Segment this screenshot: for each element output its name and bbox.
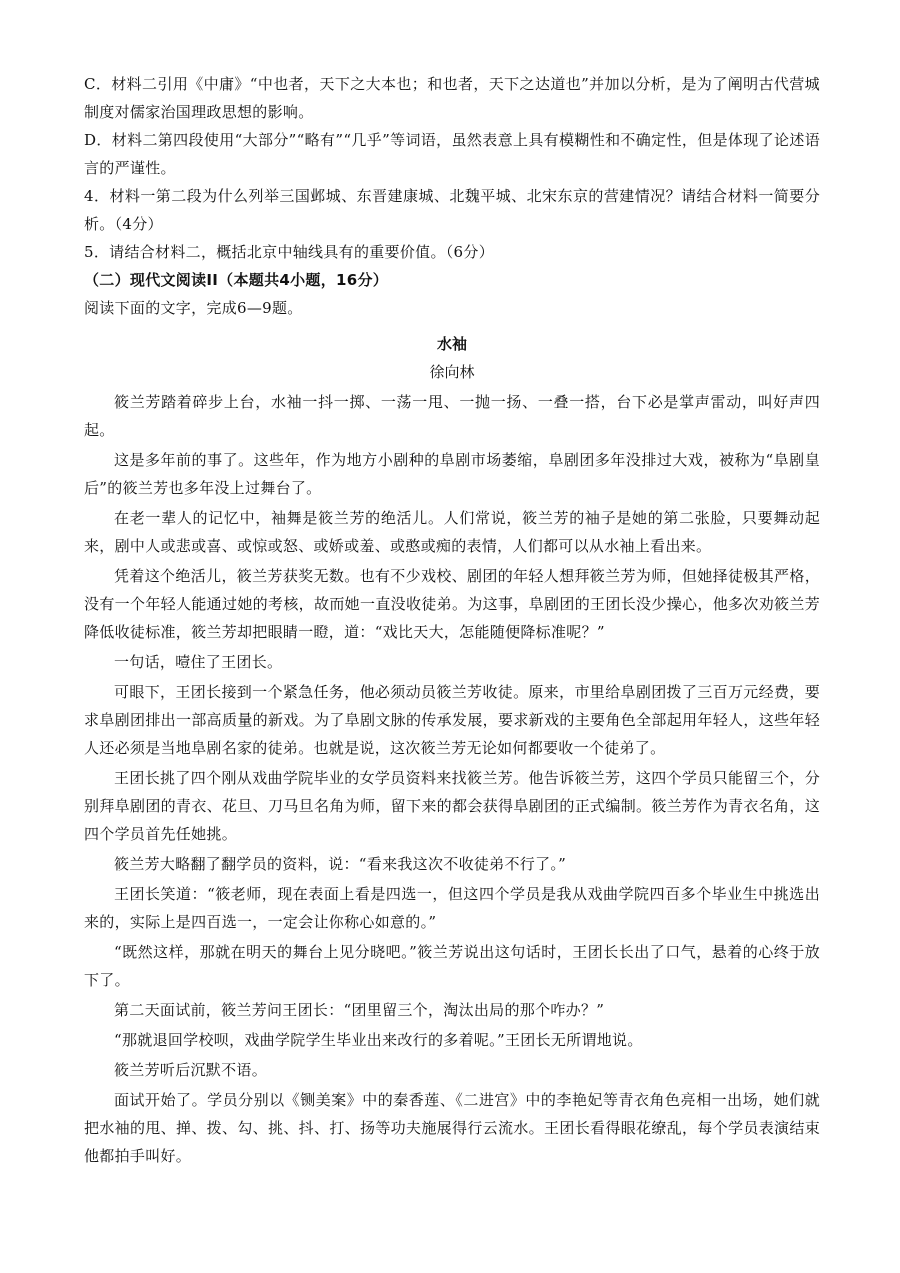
story-paragraph: 筱兰芳大略翻了翻学员的资料，说：“看来我这次不收徒弟不行了。” <box>114 855 567 873</box>
story-author: 徐向林 <box>429 363 475 381</box>
option-c: C．材料二引用《中庸》“中也者，天下之大本也；和也者，天下之达道也”并加以分析，是为了阐明古代营城制度对儒家治国理政思想的影响。 <box>84 75 820 121</box>
story-paragraph: 王团长笑道：“筱老师，现在表面上看是四选一，但这四个学员是我从戏曲学院四百多个毕业生中挑选出来的，实际上是四百选一，一定会让你称心如意的。” <box>84 885 820 931</box>
story-paragraph: 王团长挑了四个刚从戏曲学院毕业的女学员资料来找筱兰芳。他告诉筱兰芳，这四个学员只能留三个，分别拜阜剧团的青衣、花旦、刀马旦名角为师，留下来的都会获得阜剧团的正式编制。筱兰芳作为青衣名角，这四个学员首先任她挑。 <box>84 769 820 843</box>
question-4: 4．材料一第二段为什么列举三国邺城、东晋建康城、北魏平城、北宋东京的营建情况？请结合材料一简要分析。（4分） <box>84 187 820 233</box>
option-d: D．材料二第四段使用“大部分”“略有”“几乎”等词语，虽然表意上具有模糊性和不确定性，但是体现了论述语言的严谨性。 <box>84 131 820 177</box>
story-paragraph: 筱兰芳踏着碎步上台，水袖一抖一掷、一荡一甩、一抛一扬、一叠一搭，台下必是掌声雷动，叫好声四起。 <box>84 393 820 439</box>
story-paragraph: 筱兰芳听后沉默不语。 <box>114 1061 268 1079</box>
story-paragraph: “那就退回学校呗，戏曲学院学生毕业出来改行的多着呢。”王团长无所谓地说。 <box>114 1031 643 1049</box>
story-paragraph: 面试开始了。学员分别以《铡美案》中的秦香莲、《二进宫》中的李艳妃等青衣角色亮相一出场，她们就把水袖的甩、掸、拨、勾、挑、抖、打、扬等功夫施展得行云流水。王团长看得眼花缭乱，每个学员表演结束他都拍手叫好。 <box>84 1091 820 1165</box>
story-paragraph: 可眼下，王团长接到一个紧急任务，他必须动员筱兰芳收徒。原来，市里给阜剧团拨了三百万元经费，要求阜剧团排出一部高质量的新戏。为了阜剧文脉的传承发展，要求新戏的主要角色全部起用年轻人，这些年轻人还必须是当地阜剧名家的徒弟。也就是说，这次筱兰芳无论如何都要收一个徒弟了。 <box>84 683 820 757</box>
exam-page <box>84 70 820 1172</box>
story-paragraph: 凭着这个绝活儿，筱兰芳获奖无数。也有不少戏校、剧团的年轻人想拜筱兰芳为师，但她择徒极其严格，没有一个年轻人能通过她的考核，故而她一直没收徒弟。为这事，阜剧团的王团长没少操心，他多次劝筱兰芳降低收徒标准，筱兰芳却把眼睛一瞪，道：“戏比天大，怎能随便降标准呢？” <box>84 567 820 641</box>
story-body <box>84 388 820 1170</box>
question-5: 5．请结合材料二，概括北京中轴线具有的重要价值。（6分） <box>84 243 494 261</box>
story-paragraph: “既然这样，那就在明天的舞台上见分晓吧。”筱兰芳说出这句话时，王团长长出了口气，悬着的心终于放下了。 <box>84 943 820 989</box>
story-paragraph: 第二天面试前，筱兰芳问王团长：“团里留三个，淘汰出局的那个咋办？” <box>114 1001 605 1019</box>
reading-instruction: 阅读下面的文字，完成6—9题。 <box>84 299 303 317</box>
section-heading: （二）现代文阅读II（本题共4小题，16分） <box>84 271 389 289</box>
story-paragraph: 在老一辈人的记忆中，袖舞是筱兰芳的绝活儿。人们常说，筱兰芳的袖子是她的第二张脸，只要舞动起来，剧中人或悲或喜、或惊或怒、或娇或羞、或憨或痴的表情，人们都可以从水袖上看出来。 <box>84 509 820 555</box>
story-paragraph: 这是多年前的事了。这些年，作为地方小剧种的阜剧市场萎缩，阜剧团多年没排过大戏，被称为“阜剧皇后”的筱兰芳也多年没上过舞台了。 <box>84 451 820 497</box>
story-title: 水袖 <box>436 335 467 353</box>
story-paragraph: 一句话，噎住了王团长。 <box>114 653 283 671</box>
